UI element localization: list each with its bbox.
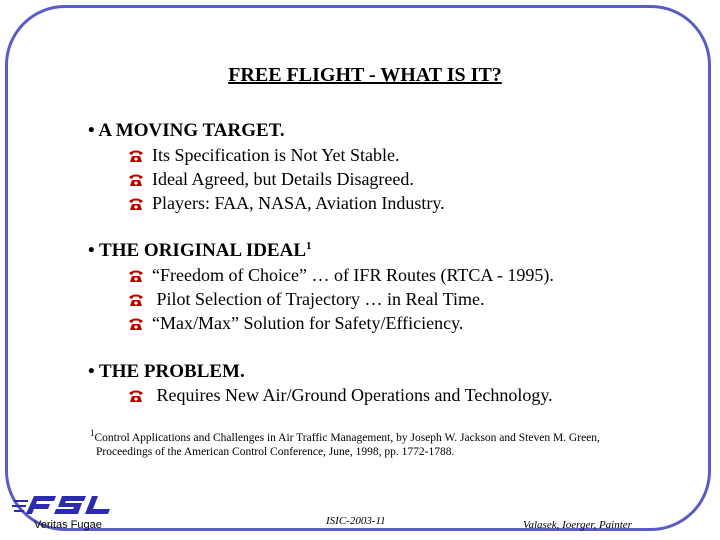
- phone-icon: [128, 269, 144, 283]
- list-item: “Max/Max” Solution for Safety/Efficiency.: [128, 313, 463, 334]
- phone-icon: [128, 317, 144, 331]
- phone-icon: [128, 293, 144, 307]
- footnote-marker: 1: [306, 240, 312, 252]
- list-item: Requires New Air/Ground Operations and Technology.: [128, 385, 553, 406]
- footnote-line-2: Proceedings of the American Control Conference, June, 1998, pp. 1772-1788.: [96, 446, 455, 458]
- footnote-line-1: $^1$Control Applications and Challenges in Air Traffic Management, by Joseph W. Jackson and Steven M. Green,: [90, 428, 600, 444]
- footer-authors: Valasek, Ioerger, Painter: [523, 519, 632, 531]
- list-item: Ideal Agreed, but Details Disagreed.: [128, 169, 414, 190]
- section-heading-problem: • THE PROBLEM.: [88, 361, 245, 382]
- slide-title: FREE FLIGHT - WHAT IS IT?: [228, 64, 502, 86]
- list-item: “Freedom of Choice” … of IFR Routes (RTCA - 1995).: [128, 265, 554, 286]
- section-heading-moving-target: • A MOVING TARGET.: [88, 120, 285, 141]
- phone-icon: [128, 173, 144, 187]
- list-item: Players: FAA, NASA, Aviation Industry.: [128, 193, 445, 214]
- list-item: Its Specification is Not Yet Stable.: [128, 145, 399, 166]
- list-item: Pilot Selection of Trajectory … in Real Time.: [128, 289, 485, 310]
- phone-icon: [128, 149, 144, 163]
- phone-icon: [128, 389, 144, 403]
- footer-center: ISIC-2003-11: [326, 515, 386, 527]
- section-heading-original-ideal: • THE ORIGINAL IDEAL$^1$: [88, 240, 312, 261]
- phone-icon: [128, 197, 144, 211]
- logo-motto: Veritas Fugae: [34, 519, 102, 531]
